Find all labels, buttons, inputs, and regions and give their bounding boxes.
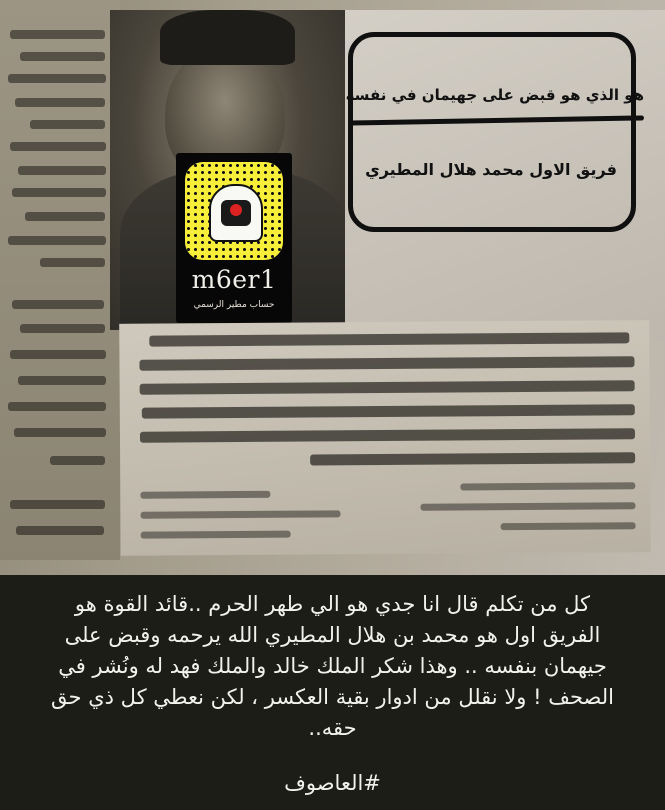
caption-hashtag[interactable]: #العاصوف — [284, 771, 381, 795]
annotation-outline — [348, 32, 636, 232]
snapcode-handle: m6er1 — [191, 265, 277, 294]
caption-panel — [0, 575, 665, 810]
newspaper-left-column — [0, 0, 120, 560]
officer-cap — [160, 10, 295, 65]
logo-badge-icon — [221, 200, 251, 226]
newspaper-clipping — [119, 320, 651, 556]
snapcode-dots — [185, 162, 283, 260]
annotation-line-1: هو الذي هو قبض على جهيمان في نفسه — [345, 86, 644, 104]
annotation-line-2: فريق الاول محمد هلال المطيري — [365, 160, 617, 179]
snapcode-subtitle: حساب مطير الرسمي — [193, 300, 275, 310]
caption-text: كل من تكلم قال انا جدي هو الي طهر الحرم ..قائد القوة هو الفريق اول هو محمد بن هلال المطيري الله يرحمه وقبض على جيهمان بنفسه .. وهذا شكر الملك خالد والملك فهد له ونُشر في الصحف ! ولا نقلل من ادوار بقية العكسر ، لكن نعطي كل ذي حق حقه.. — [51, 592, 614, 740]
snapcode-card[interactable] — [176, 153, 292, 323]
snapchat-ghost-icon — [209, 184, 263, 242]
